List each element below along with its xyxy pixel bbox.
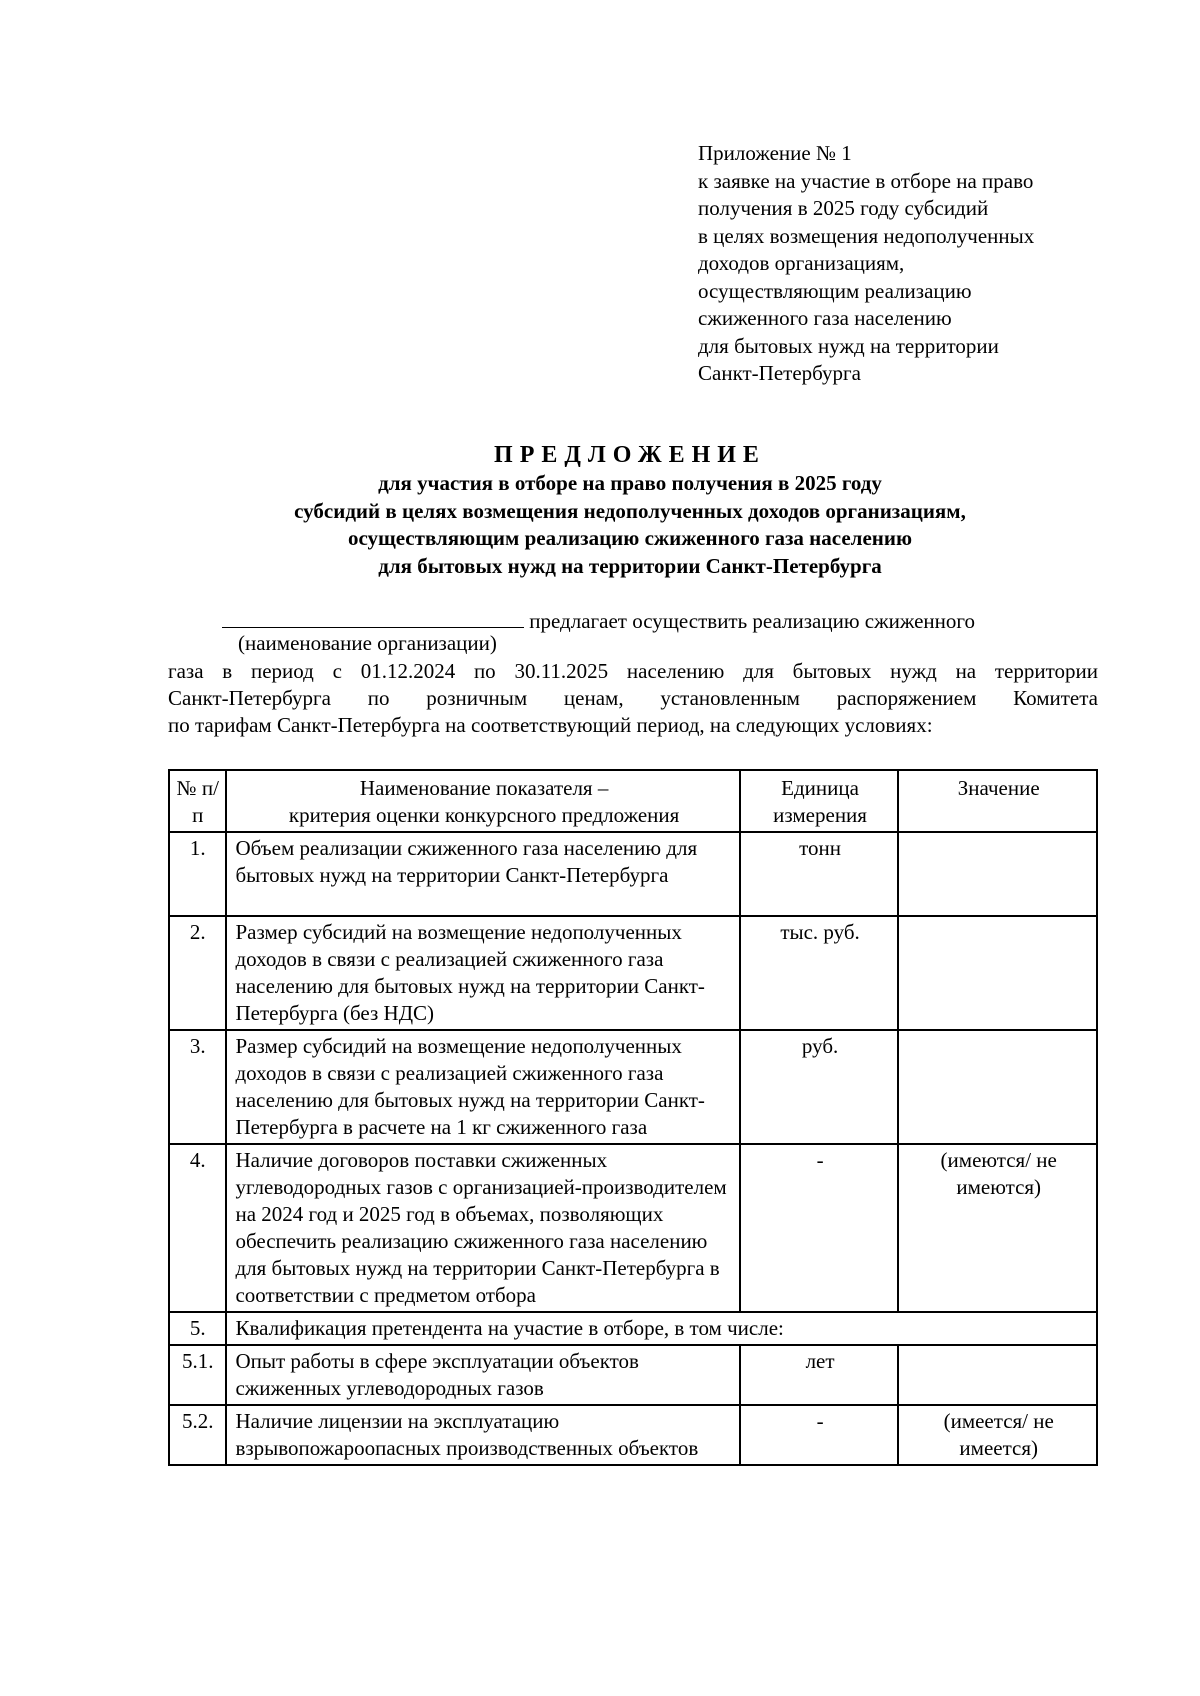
row-value[interactable] xyxy=(898,832,1097,916)
annex-line: осуществляющим реализацию xyxy=(698,278,972,303)
row-num: 1. xyxy=(169,832,226,916)
header-unit: Единица измерения xyxy=(740,770,899,832)
row-num: 2. xyxy=(169,916,226,1030)
row-value: (имеется/ не имеется) xyxy=(898,1405,1097,1465)
annex-line: сжиженного газа населению xyxy=(698,306,952,330)
row-num: 5.2. xyxy=(169,1405,226,1465)
organization-name-blank[interactable] xyxy=(222,607,524,628)
offer-line xyxy=(222,607,975,634)
offer-body-line: по тарифам Санкт-Петербурга на соответствующий период, на следующих условиях: xyxy=(168,713,933,737)
annex-header xyxy=(698,140,1118,388)
row-name: Размер субсидий на возмещение недополученных доходов в связи с реализацией сжиженного газа населению для бытовых нужд на территории Санкт-Петербурга (без НДС) xyxy=(226,916,739,1030)
row-unit: - xyxy=(740,1144,899,1312)
row-name: Наличие лицензии на эксплуатацию взрывопожароопасных производственных объектов xyxy=(226,1405,739,1465)
header-value: Значение xyxy=(898,770,1097,832)
row-num: 3. xyxy=(169,1030,226,1144)
table-row xyxy=(169,916,1097,1030)
table-row xyxy=(169,1345,1097,1405)
annex-line: доходов организациям, xyxy=(698,251,905,275)
row-unit: руб. xyxy=(740,1030,899,1144)
table-row xyxy=(169,1030,1097,1144)
row-name: Квалификация претендента на участие в отборе, в том числе: xyxy=(226,1312,1097,1345)
table-header-row xyxy=(169,770,1097,832)
table-row xyxy=(169,832,1097,916)
header-num: № п/п xyxy=(169,770,226,832)
table-row xyxy=(169,1144,1097,1312)
offer-body-line: газа в период с 01.12.2024 по 30.11.2025 населению для бытовых нужд на территории xyxy=(168,659,1098,683)
table-row xyxy=(169,1405,1097,1465)
annex-line: Приложение № 1 xyxy=(698,141,852,165)
row-num: 5. xyxy=(169,1312,226,1345)
annex-line: Санкт-Петербурга xyxy=(698,361,861,385)
organization-name-hint: (наименование организации) xyxy=(238,631,497,655)
offer-body-line: Санкт-Петербурга по розничным ценам, установленным распоряжением Комитета xyxy=(168,686,1098,710)
offer-text: предлагает осуществить реализацию сжиженного xyxy=(529,609,975,633)
row-name: Размер субсидий на возмещение недополученных доходов в связи с реализацией сжиженного газа населению для бытовых нужд на территории Санкт-Петербурга в расчете на 1 кг сжиженного газа xyxy=(226,1030,739,1144)
title-line: осуществляющим реализацию сжиженного газа населению xyxy=(347,526,913,550)
row-unit: тыс. руб. xyxy=(740,916,899,1030)
row-num: 5.1. xyxy=(169,1345,226,1405)
row-name: Объем реализации сжиженного газа населению для бытовых нужд на территории Санкт-Петербурга xyxy=(226,832,739,916)
criteria-table xyxy=(168,769,1098,1466)
title-line: для участия в отборе на право получения в 2025 году xyxy=(378,471,882,495)
title-line: субсидий в целях возмещения недополученных доходов организациям, xyxy=(294,498,966,523)
table-row xyxy=(169,1312,1097,1345)
annex-line: получения в 2025 году субсидий xyxy=(698,196,989,220)
row-unit: лет xyxy=(740,1345,899,1405)
row-value: (имеются/ не имеются) xyxy=(898,1144,1097,1312)
row-num: 4. xyxy=(169,1144,226,1312)
row-name: Опыт работы в сфере эксплуатации объектов сжиженных углеводородных газов xyxy=(226,1345,739,1405)
header-name xyxy=(226,770,739,832)
header-name-line: критерия оценки конкурсного предложения xyxy=(288,803,680,827)
row-value[interactable] xyxy=(898,1030,1097,1144)
row-name: Наличие договоров поставки сжиженных углеводородных газов с организацией-производителем на 2024 год и 2025 год в объемах, позволяющих обеспечить реализацию сжиженного газа населению для бытовых нужд на территории Санкт-Петербурга в соответствии с предметом отбора xyxy=(226,1144,739,1312)
offer-body xyxy=(168,658,1098,739)
annex-line: для бытовых нужд на территории xyxy=(698,333,999,358)
title-main: ПРЕДЛОЖЕНИЕ xyxy=(494,442,766,468)
title-line: для бытовых нужд на территории Санкт-Петербурга xyxy=(378,553,882,578)
annex-line: к заявке на участие в отборе на право xyxy=(698,168,1034,193)
row-value[interactable] xyxy=(898,1345,1097,1405)
annex-line: в целях возмещения недополученных xyxy=(698,223,1035,248)
document-title xyxy=(160,440,1100,580)
header-name-line: Наименование показателя – xyxy=(359,776,609,800)
row-value[interactable] xyxy=(898,916,1097,1030)
row-unit: тонн xyxy=(740,832,899,916)
row-unit: - xyxy=(740,1405,899,1465)
